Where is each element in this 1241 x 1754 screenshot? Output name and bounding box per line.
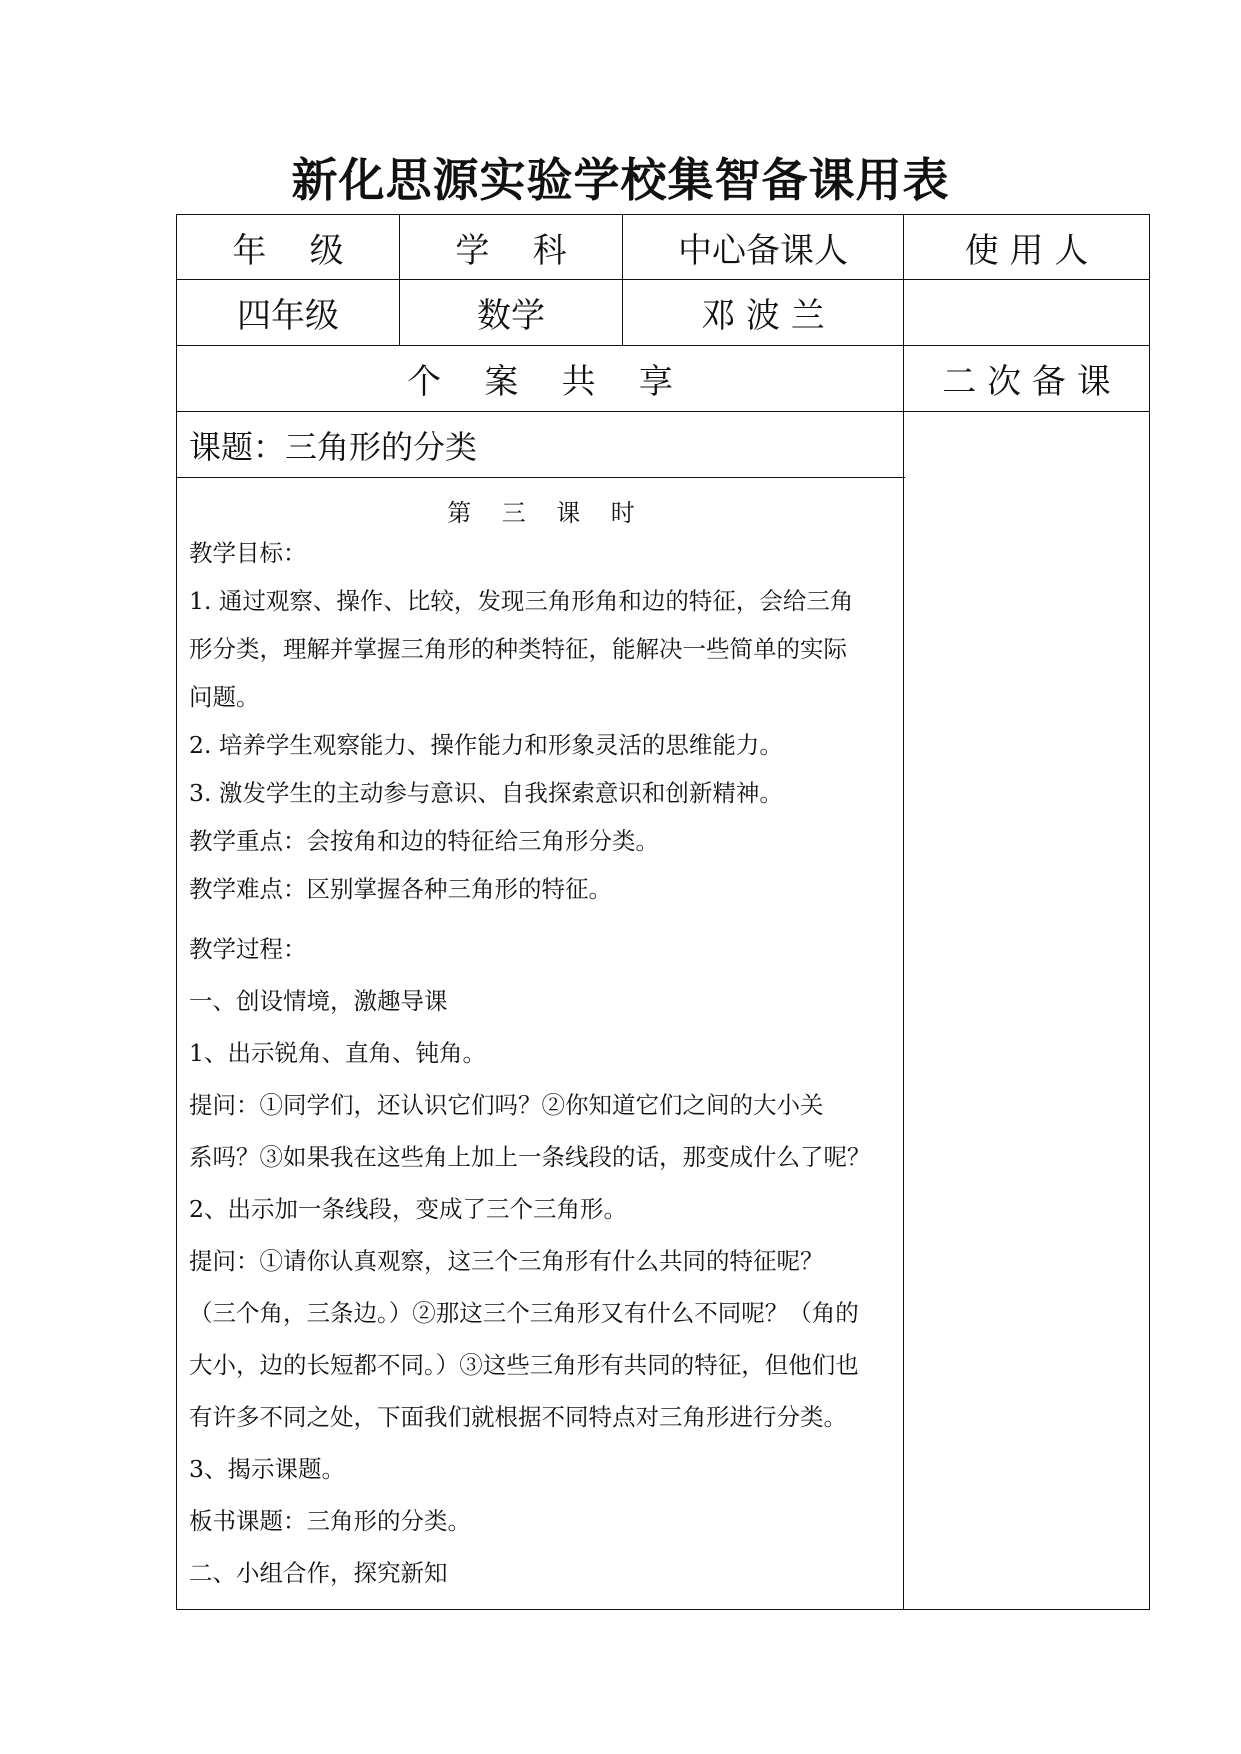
body-line: 3. 激发学生的主动参与意识、自我探索意识和创新精神。 — [189, 779, 783, 807]
lesson-number: 第 三 课 时 — [447, 498, 635, 527]
body-line: 教学难点：区别掌握各种三角形的特征。 — [189, 875, 612, 903]
lead-teacher-value: 邓 波 兰 — [701, 296, 825, 336]
body-line: 一、创设情境，激趣导课 — [189, 987, 448, 1015]
body-line: 二、小组合作，探究新知 — [189, 1559, 448, 1587]
subject-label: 学 科 — [455, 230, 567, 271]
body-line: 大小，边的长短都不同。）③这些三角形有共同的特征，但他们也 — [189, 1351, 859, 1379]
body-line: 教学过程： — [189, 935, 307, 963]
body-line: （三个角，三条边。）②那这三个三角形又有什么不同呢？（角的 — [189, 1299, 859, 1327]
column-divider — [903, 215, 904, 1609]
grade-value: 四年级 — [237, 296, 339, 336]
body-line: 板书课题：三角形的分类。 — [189, 1507, 471, 1535]
body-line: 教学目标： — [189, 539, 307, 567]
body-line: 提问：①同学们，还认识它们吗？②你知道它们之间的大小关 — [189, 1091, 824, 1119]
lesson-topic: 课题：三角形的分类 — [189, 427, 478, 466]
body-line: 2. 培养学生观察能力、操作能力和形象灵活的思维能力。 — [189, 731, 783, 759]
lead-teacher-label: 中心备课人 — [678, 230, 848, 271]
body-line: 3、揭示课题。 — [189, 1455, 345, 1483]
body-line: 系吗？③如果我在这些角上加上一条线段的话，那变成什么了呢？ — [189, 1143, 871, 1171]
user-value[interactable] — [904, 280, 1149, 345]
body-line: 1. 通过观察、操作、比较，发现三角形角和边的特征，会给三角 — [189, 587, 854, 615]
second-prep-heading: 二 次 备 课 — [942, 362, 1111, 402]
body-line: 2、出示加一条线段，变成了三个三角形。 — [189, 1195, 627, 1223]
body-line: 有许多不同之处，下面我们就根据不同特点对三角形进行分类。 — [189, 1403, 847, 1431]
shared-plan-heading: 个 案 共 享 — [407, 362, 673, 402]
subject-value: 数学 — [477, 296, 545, 336]
body-line: 1、出示锐角、直角、钝角。 — [189, 1039, 486, 1067]
document-title: 新化思源实验学校集智备课用表 — [291, 153, 950, 207]
lesson-plan-table — [176, 214, 1150, 1610]
body-line: 教学重点：会按角和边的特征给三角形分类。 — [189, 827, 659, 855]
grade-label: 年 级 — [232, 230, 344, 271]
body-line: 提问：①请你认真观察，这三个三角形有什么共同的特征呢？ — [189, 1247, 824, 1275]
user-label: 使 用 人 — [964, 230, 1089, 271]
body-line: 形分类，理解并掌握三角形的种类特征，能解决一些简单的实际 — [189, 635, 847, 663]
row-divider — [177, 477, 905, 478]
body-line: 问题。 — [189, 683, 260, 711]
